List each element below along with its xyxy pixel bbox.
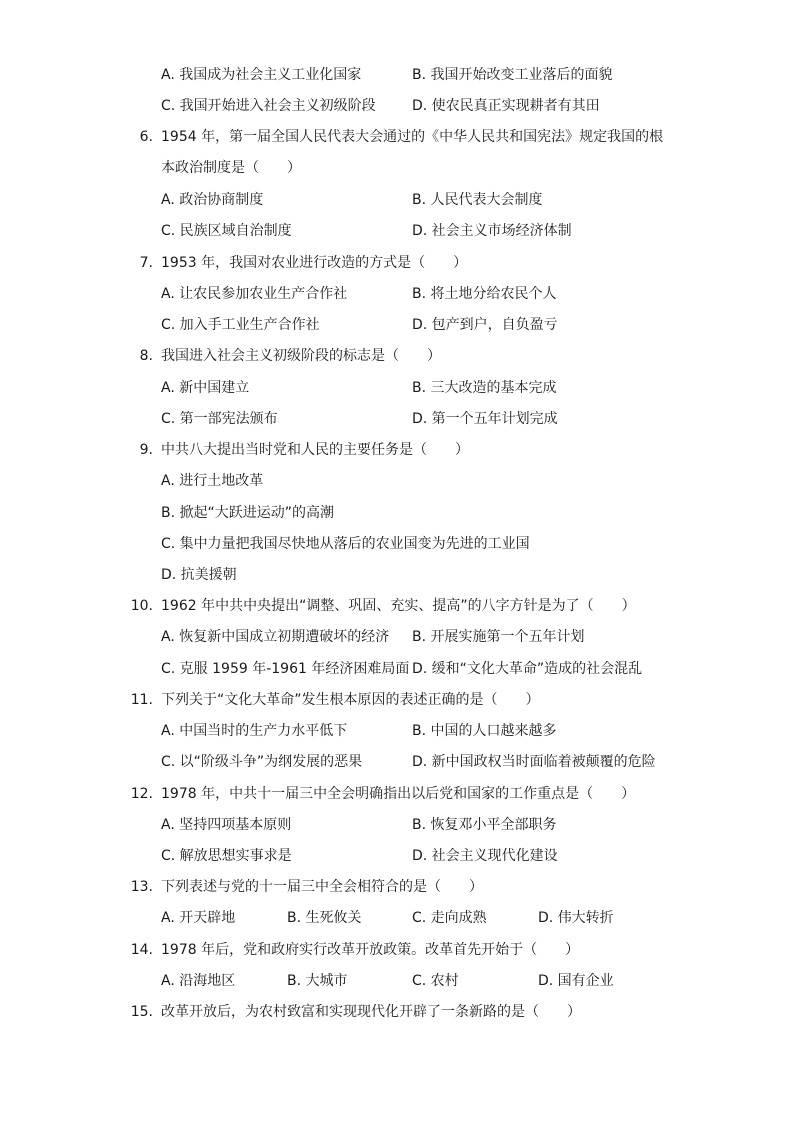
answer-option: B. 将土地分给农民个人 — [412, 286, 557, 302]
answer-option: D. 缓和“文化大革命”造成的社会混乱 — [412, 661, 643, 677]
question-number: 8. — [139, 348, 153, 364]
question-stem: 下列表述与党的十一届三中全会相符合的是（ ） — [161, 879, 483, 895]
answer-option: A. 我国成为社会主义工业化国家 — [161, 67, 362, 83]
question-stem: 1978 年后，党和政府实行改革开放政策。改革首先开始于（ ） — [161, 942, 580, 958]
answer-option: A. 让农民参加农业生产合作社 — [161, 286, 348, 302]
answer-option: B. 我国开始改变工业落后的面貌 — [412, 67, 613, 83]
answer-option: A. 新中国建立 — [161, 380, 250, 396]
answer-option: B. 人民代表大会制度 — [412, 192, 543, 208]
question-stem: 1953 年，我国对农业进行改造的方式是（ ） — [161, 255, 468, 271]
answer-option: C. 集中力量把我国尽快地从落后的农业国变为先进的工业国 — [161, 536, 530, 552]
answer-option: A. 进行土地改革 — [161, 473, 264, 489]
answer-option: C. 走向成熟 — [412, 910, 487, 926]
answer-option: C. 第一部宪法颁布 — [161, 411, 278, 427]
answer-option: D. 抗美援朝 — [161, 567, 237, 583]
question-number: 14. — [130, 942, 153, 958]
answer-option: D. 第一个五年计划完成 — [412, 411, 558, 427]
answer-option: B. 恢复邓小平全部职务 — [412, 817, 557, 833]
answer-option: A. 坚持四项基本原则 — [161, 817, 292, 833]
question-stem: 1954 年，第一届全国人民代表大会通过的《中华人民共和国宪法》规定我国的根 — [161, 129, 664, 145]
answer-option: C. 民族区域自治制度 — [161, 223, 292, 239]
answer-option: B. 生死攸关 — [287, 910, 362, 926]
answer-option: D. 新中国政权当时面临着被颠覆的危险 — [412, 754, 656, 770]
question-stem: 改革开放后，为农村致富和实现现代化开辟了一条新路的是（ ） — [161, 1004, 581, 1020]
question-number: 13. — [130, 879, 153, 895]
answer-option: C. 以“阶级斗争”为纲发展的恶果 — [161, 754, 363, 770]
answer-option: D. 使农民真正实现耕者有其田 — [412, 98, 600, 114]
answer-option: C. 解放思想实事求是 — [161, 848, 292, 864]
answer-option: D. 伟大转折 — [538, 910, 614, 926]
question-stem: 1978 年，中共十一届三中全会明确指出以后党和国家的工作重点是（ ） — [161, 786, 636, 802]
question-text: 本政治制度是（ ） — [161, 160, 301, 176]
answer-option: C. 农村 — [412, 973, 459, 989]
question-stem: 中共八大提出当时党和人民的主要任务是（ ） — [161, 442, 469, 458]
answer-option: B. 大城市 — [287, 973, 348, 989]
answer-option: D. 包产到户，自负盈亏 — [412, 317, 558, 333]
answer-option: D. 社会主义市场经济体制 — [412, 223, 572, 239]
question-number: 9. — [139, 442, 153, 458]
question-number: 15. — [130, 1004, 153, 1020]
answer-option: C. 加入手工业生产合作社 — [161, 317, 320, 333]
answer-option: B. 中国的人口越来越多 — [412, 723, 557, 739]
answer-option: B. 掀起“大跃进运动”的高潮 — [161, 505, 335, 521]
answer-option: C. 我国开始进入社会主义初级阶段 — [161, 98, 376, 114]
answer-option: B. 三大改造的基本完成 — [412, 380, 557, 396]
question-stem: 下列关于“文化大革命”发生根本原因的表述正确的是（ ） — [161, 692, 540, 708]
question-number: 7. — [139, 255, 153, 271]
answer-option: A. 中国当时的生产力水平低下 — [161, 723, 348, 739]
answer-option: D. 社会主义现代化建设 — [412, 848, 558, 864]
question-number: 6. — [139, 129, 153, 145]
question-number: 12. — [130, 786, 153, 802]
answer-option: D. 国有企业 — [538, 973, 614, 989]
answer-option: A. 政治协商制度 — [161, 192, 264, 208]
answer-option: C. 克服 1959 年-1961 年经济困难局面 — [161, 661, 410, 677]
question-stem: 我国进入社会主义初级阶段的标志是（ ） — [161, 348, 441, 364]
answer-option: A. 恢复新中国成立初期遭破坏的经济 — [161, 629, 390, 645]
question-stem: 1962 年中共中央提出“调整、巩固、充实、提高”的八字方针是为了（ ） — [161, 598, 636, 614]
answer-option: B. 开展实施第一个五年计划 — [412, 629, 585, 645]
question-number: 11. — [130, 692, 153, 708]
answer-option: A. 开天辟地 — [161, 910, 236, 926]
answer-option: A. 沿海地区 — [161, 973, 236, 989]
question-number: 10. — [130, 598, 153, 614]
